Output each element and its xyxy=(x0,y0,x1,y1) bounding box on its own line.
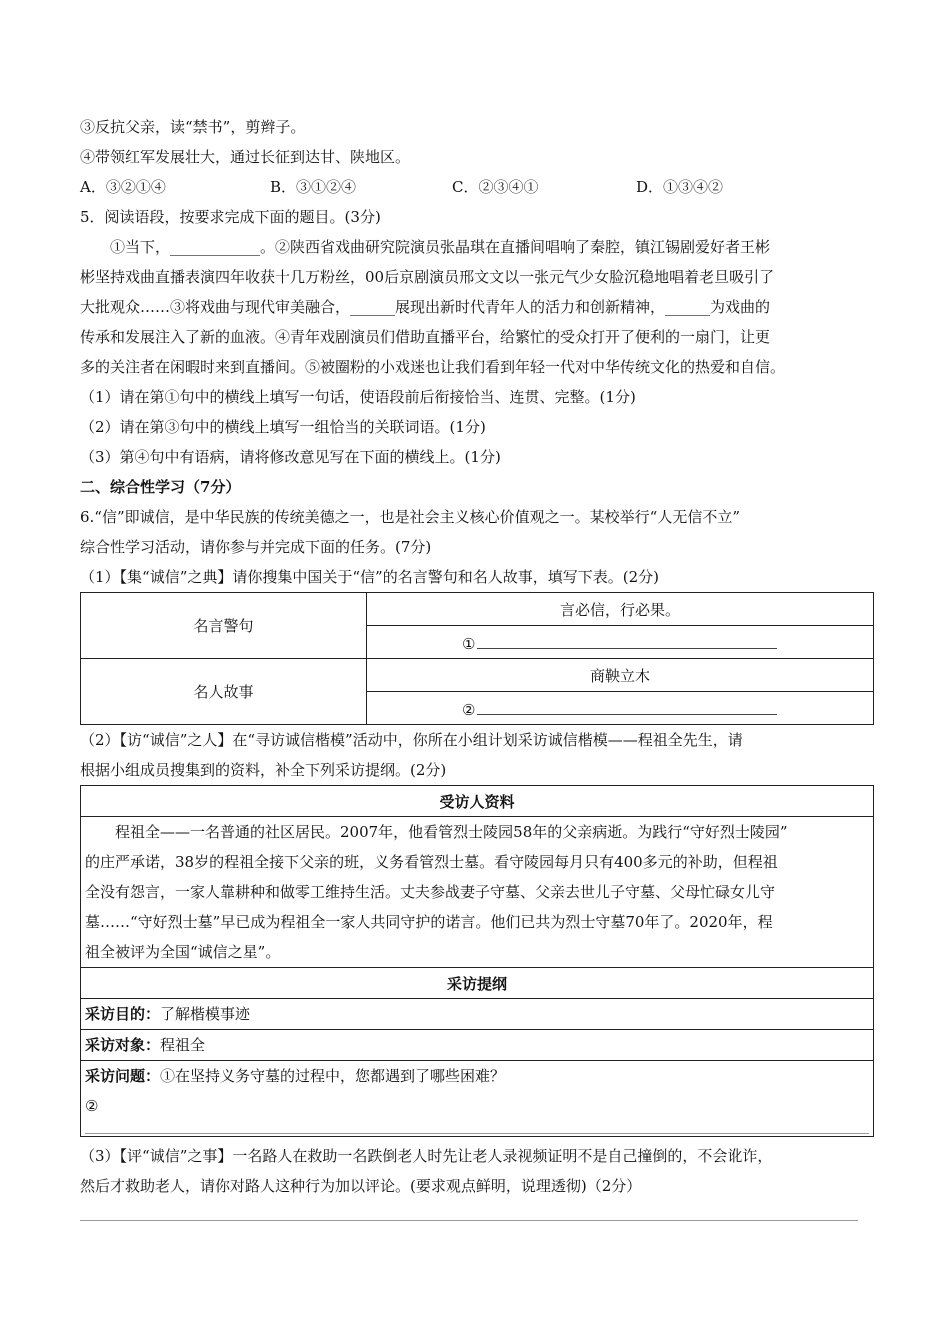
q6-intro-line-2: 综合性学习活动，请你参与并完成下面的任务。(7分) xyxy=(80,538,432,556)
q5-passage-line-2: 彬坚持戏曲直播表演四年收获十几万粉丝，00后京剧演员邢文文以一张元气少女脸沉稳地唱着老旦吸引了 xyxy=(80,268,775,286)
q5-passage-line-5: 多的关注者在闲暇时来到直播间。⑤被圈粉的小戏迷也让我们看到年轻一代对中华传统文化的热爱和自信。 xyxy=(80,358,786,376)
q6-sub-1: （1）【集“诚信”之典】请你搜集中国关于“信”的名言警句和名人故事，填写下表。(2分) xyxy=(80,568,659,586)
questions-cell xyxy=(81,1061,874,1137)
q5-title: 5．阅读语段，按要求完成下面的题目。(3分) xyxy=(80,208,381,226)
exam-page xyxy=(80,112,875,1201)
bio-content xyxy=(81,817,874,968)
section-2-heading: 二、综合性学习（7分） xyxy=(80,478,241,496)
q4-item-3: ③反抗父亲，读“禁书”，剪辫子。 xyxy=(80,118,306,136)
label-quotes: 名言警句 xyxy=(81,593,367,659)
bio-line-4: 墓……“守好烈士墓”早已成为程祖全一家人共同守护的诺言。他们已共为烈士守墓70年了。2020年，程 xyxy=(85,913,773,931)
q6-sub-3-answer-line[interactable] xyxy=(80,1220,858,1221)
q5-passage-line-3: 大批观众……③将戏曲与现代审美融合，______展现出新时代青年人的活力和创新精神，______为戏曲的 xyxy=(80,298,771,316)
quote-answer-cell[interactable] xyxy=(367,626,874,659)
question-2-answer-line[interactable] xyxy=(85,1133,869,1134)
question-1: ①在坚持义务守墓的过程中，您都遇到了哪些困难？ xyxy=(160,1067,506,1085)
q4-options xyxy=(80,172,875,202)
target-row xyxy=(81,1030,874,1061)
label-stories: 名人故事 xyxy=(81,659,367,725)
q6-sub-3-line-1: （3）【评“诚信”之事】一名路人在救助一名跌倒老人时先让老人录视频证明不是自己撞倒的，不会讹诈， xyxy=(80,1147,773,1165)
q4-option-c[interactable]: C．②③④① xyxy=(452,178,539,196)
q6-sub-2-line-2: 根据小组成员搜集到的资料，补全下列采访提纲。(2分) xyxy=(80,761,447,779)
q5-sub-3: （3）第④句中有语病，请将修改意见写在下面的横线上。(1分) xyxy=(80,448,501,466)
story-answer-cell[interactable] xyxy=(367,692,874,725)
q4-option-a[interactable]: A．③②①④ xyxy=(80,178,166,196)
q6-sub-2-line-1: （2）【访“诚信”之人】在“寻访诚信楷模”活动中，你所在小组计划采访诚信楷模——程祖全先生，请 xyxy=(80,731,743,749)
purpose-value: 了解楷模事迹 xyxy=(160,1005,251,1023)
q5-sub-1: （1）请在第①句中的横线上填写一句话，使语段前后衔接恰当、连贯、完整。(1分) xyxy=(80,388,636,406)
quote-given: 言必信，行必果。 xyxy=(367,593,874,626)
questions-label: 采访问题： xyxy=(85,1067,161,1085)
q5-passage-line-1: ①当下，____________。②陕西省戏曲研究院演员张晶琪在直播间唱响了秦腔，镇江锡剧爱好者王彬 xyxy=(110,238,771,256)
quote-answer-line[interactable] xyxy=(477,632,777,649)
q5-passage-line-4: 传承和发展注入了新的血液。④青年戏剧演员们借助直播平台，给繁忙的受众打开了便利的一扇门，让更 xyxy=(80,328,771,346)
purpose-row xyxy=(81,999,874,1030)
story-answer-line[interactable] xyxy=(477,698,777,715)
purpose-label: 采访目的： xyxy=(85,1005,161,1023)
q5-sub-2: （2）请在第③句中的横线上填写一组恰当的关联词语。(1分) xyxy=(80,418,486,436)
q6-intro-line-1: 6.“信”即诚信，是中华民族的传统美德之一，也是社会主义核心价值观之一。某校举行“人无信不立” xyxy=(80,508,740,526)
story-blank-marker: ② xyxy=(462,700,476,719)
bio-line-5: 祖全被评为全国“诚信之星”。 xyxy=(85,943,281,961)
q4-item-4: ④带领红军发展壮大，通过长征到达甘、陕地区。 xyxy=(80,148,411,166)
bio-line-3: 全没有怨言，一家人靠耕种和做零工维持生活。丈夫参战妻子守墓、父亲去世儿子守墓、父母忙碌女儿守 xyxy=(85,883,776,901)
outline-header: 采访提纲 xyxy=(81,968,874,999)
quote-story-table xyxy=(80,592,874,725)
target-label: 采访对象： xyxy=(85,1036,161,1054)
quote-blank-marker: ① xyxy=(462,634,476,653)
q4-option-b[interactable]: B．③①②④ xyxy=(270,178,357,196)
target-value: 程祖全 xyxy=(160,1036,206,1054)
question-2[interactable]: ② xyxy=(85,1097,99,1115)
bio-line-1: 程祖全——一名普通的社区居民。2007年，他看管烈士陵园58年的父亲病逝。为践行“守好烈士陵园” xyxy=(115,823,788,841)
q4-option-d[interactable]: D．①③④② xyxy=(636,178,724,196)
interview-table xyxy=(80,785,874,1137)
bio-header: 受访人资料 xyxy=(81,786,874,817)
story-given: 商鞅立木 xyxy=(367,659,874,692)
bio-line-2: 的庄严承诺，38岁的程祖全接下父亲的班，义务看管烈士墓。看守陵园每月只有400多元的补助，但程祖 xyxy=(85,853,778,871)
q6-sub-3-line-2: 然后才救助老人，请你对路人这种行为加以评论。(要求观点鲜明，说理透彻)（2分） xyxy=(80,1177,642,1195)
